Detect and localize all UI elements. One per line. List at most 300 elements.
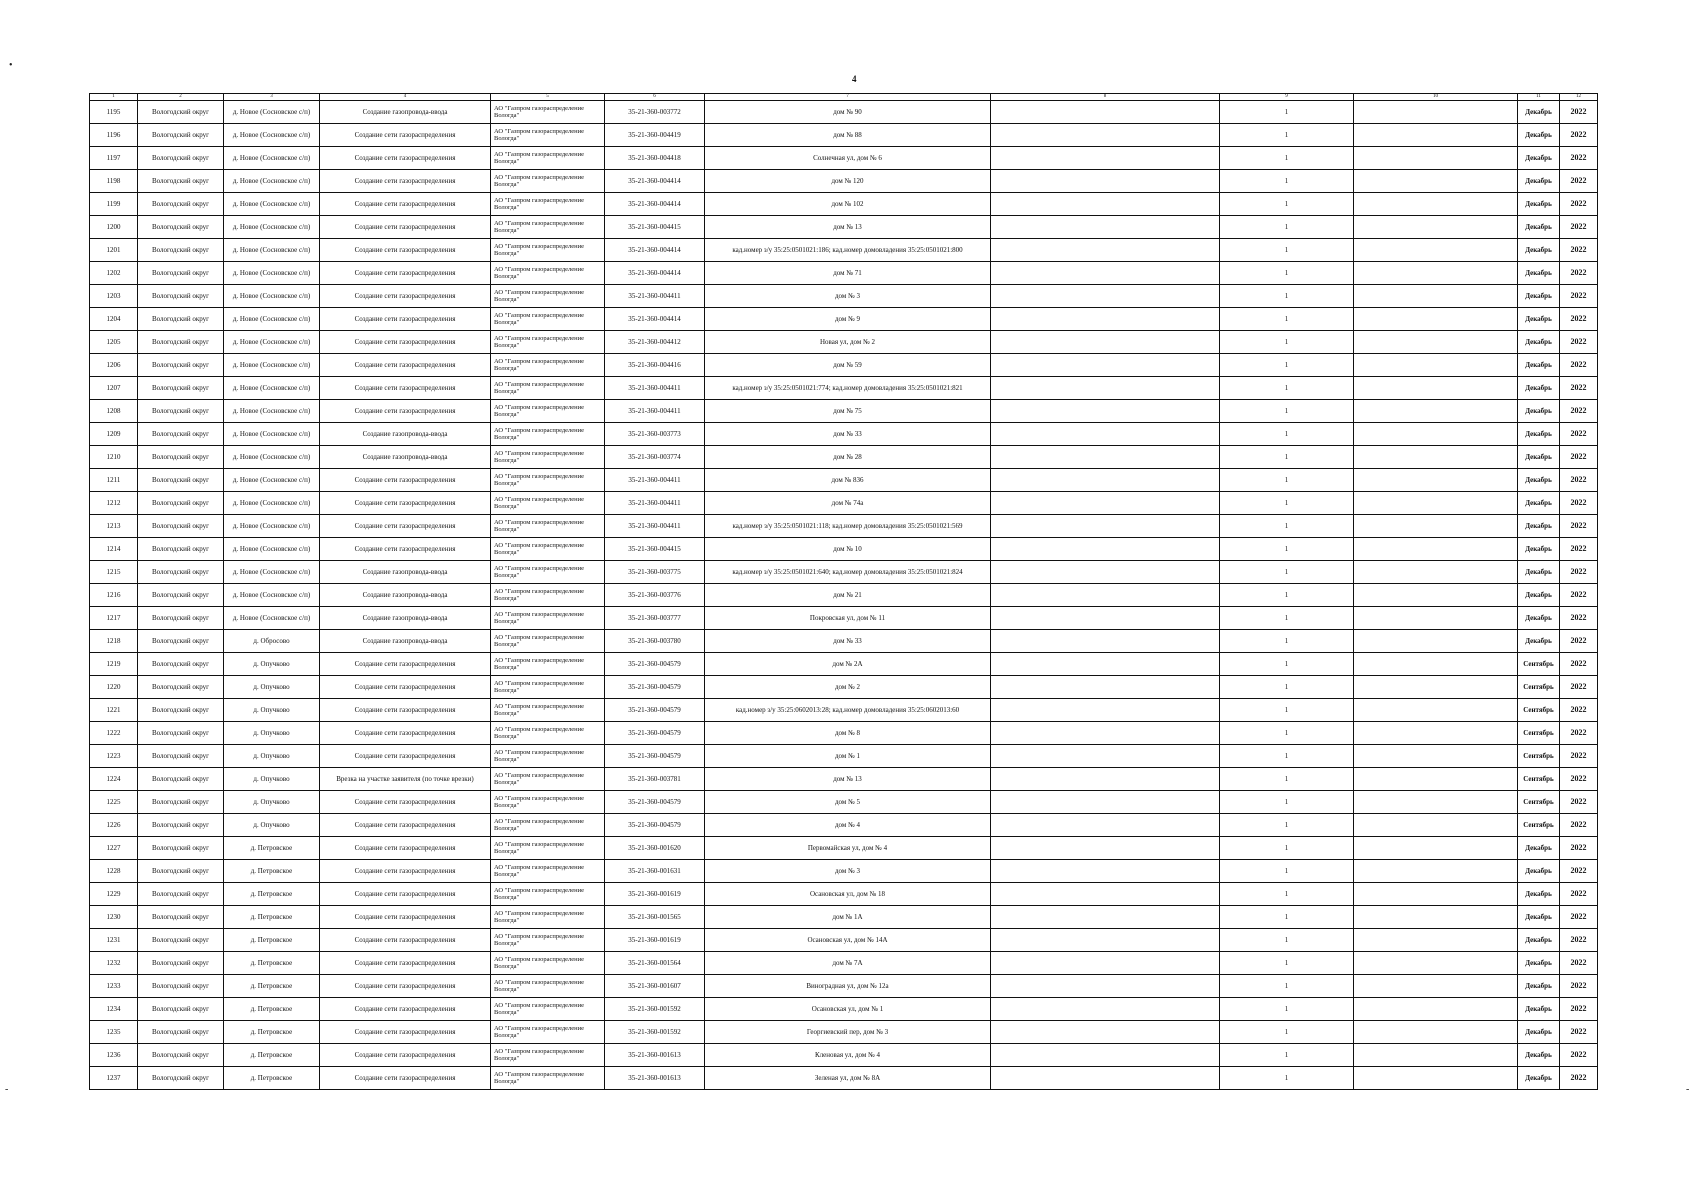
work-type-cell: Создание газопровода-ввода [320,607,491,630]
object-code-cell: 35-21-360-001613 [605,1067,705,1090]
address-cell: дом № 836 [705,469,991,492]
table-row [90,929,1598,952]
year-cell: 2022 [1560,1044,1598,1067]
year-cell: 2022 [1560,262,1598,285]
row-number-cell: 1201 [90,239,138,262]
year-cell: 2022 [1560,975,1598,998]
settlement-cell: д. Новое (Сосновское с/п) [224,377,320,400]
empty-cell [1354,791,1518,814]
year-cell: 2022 [1560,814,1598,837]
organization-cell: АО "Газпром газораспределение Вологда" [491,239,605,262]
district-cell: Вологодский округ [138,216,224,239]
count-cell: 1 [1220,952,1354,975]
address-cell: Осановская ул, дом № 1 [705,998,991,1021]
row-number-cell: 1227 [90,837,138,860]
table-row [90,101,1598,124]
row-number-cell: 1226 [90,814,138,837]
work-type-cell: Создание сети газораспределения [320,814,491,837]
count-cell: 1 [1220,653,1354,676]
year-cell: 2022 [1560,791,1598,814]
row-number-cell: 1216 [90,584,138,607]
work-type-cell: Создание сети газораспределения [320,400,491,423]
empty-cell [1354,216,1518,239]
work-type-cell: Создание сети газораспределения [320,676,491,699]
column-number-header: 10 [1354,94,1518,101]
object-code-cell: 35-21-360-003780 [605,630,705,653]
empty-cell [991,607,1220,630]
address-cell: дом № 7А [705,952,991,975]
organization-cell: АО "Газпром газораспределение Вологда" [491,952,605,975]
year-cell: 2022 [1560,239,1598,262]
organization-cell: АО "Газпром газораспределение Вологда" [491,975,605,998]
year-cell: 2022 [1560,400,1598,423]
table-row [90,1044,1598,1067]
settlement-cell: д. Новое (Сосновское с/п) [224,285,320,308]
row-number-cell: 1210 [90,446,138,469]
district-cell: Вологодский округ [138,607,224,630]
count-cell: 1 [1220,239,1354,262]
district-cell: Вологодский округ [138,929,224,952]
month-cell: Декабрь [1518,170,1560,193]
district-cell: Вологодский округ [138,676,224,699]
table-row [90,331,1598,354]
row-number-cell: 1236 [90,1044,138,1067]
object-code-cell: 35-21-360-004411 [605,377,705,400]
month-cell: Декабрь [1518,607,1560,630]
table-row [90,400,1598,423]
count-cell: 1 [1220,538,1354,561]
organization-cell: АО "Газпром газораспределение Вологда" [491,837,605,860]
work-type-cell: Создание сети газораспределения [320,791,491,814]
empty-cell [1354,952,1518,975]
settlement-cell: д. Опучково [224,791,320,814]
organization-cell: АО "Газпром газораспределение Вологда" [491,469,605,492]
empty-cell [1354,538,1518,561]
work-type-cell: Создание газопровода-ввода [320,584,491,607]
month-cell: Декабрь [1518,423,1560,446]
organization-cell: АО "Газпром газораспределение Вологда" [491,400,605,423]
settlement-cell: д. Петровское [224,952,320,975]
settlement-cell: д. Новое (Сосновское с/п) [224,400,320,423]
object-code-cell: 35-21-360-004411 [605,400,705,423]
month-cell: Декабрь [1518,1067,1560,1090]
object-code-cell: 35-21-360-004411 [605,285,705,308]
year-cell: 2022 [1560,446,1598,469]
organization-cell: АО "Газпром газораспределение Вологда" [491,216,605,239]
empty-cell [1354,676,1518,699]
district-cell: Вологодский округ [138,837,224,860]
district-cell: Вологодский округ [138,584,224,607]
row-number-cell: 1222 [90,722,138,745]
settlement-cell: д. Новое (Сосновское с/п) [224,331,320,354]
settlement-cell: д. Новое (Сосновское с/п) [224,607,320,630]
address-cell: Осановская ул, дом № 14А [705,929,991,952]
district-cell: Вологодский округ [138,308,224,331]
year-cell: 2022 [1560,699,1598,722]
district-cell: Вологодский округ [138,239,224,262]
table-row [90,768,1598,791]
district-cell: Вологодский округ [138,768,224,791]
district-cell: Вологодский округ [138,124,224,147]
empty-cell [991,883,1220,906]
district-cell: Вологодский округ [138,699,224,722]
year-cell: 2022 [1560,676,1598,699]
column-number-header: 1 [90,94,138,101]
empty-cell [991,1021,1220,1044]
year-cell: 2022 [1560,124,1598,147]
empty-cell [991,124,1220,147]
district-cell: Вологодский округ [138,377,224,400]
district-cell: Вологодский округ [138,883,224,906]
count-cell: 1 [1220,1021,1354,1044]
column-number-header: 5 [491,94,605,101]
address-cell: дом № 102 [705,193,991,216]
empty-cell [1354,975,1518,998]
work-type-cell: Создание сети газораспределения [320,285,491,308]
empty-cell [991,975,1220,998]
empty-cell [1354,124,1518,147]
year-cell: 2022 [1560,101,1598,124]
table-row [90,653,1598,676]
row-number-cell: 1219 [90,653,138,676]
address-cell: Первомайская ул, дом № 4 [705,837,991,860]
empty-cell [991,1044,1220,1067]
count-cell: 1 [1220,837,1354,860]
table-row [90,308,1598,331]
empty-cell [1354,1067,1518,1090]
object-code-cell: 35-21-360-003776 [605,584,705,607]
count-cell: 1 [1220,1044,1354,1067]
work-type-cell: Создание сети газораспределения [320,837,491,860]
work-type-cell: Создание сети газораспределения [320,469,491,492]
year-cell: 2022 [1560,1021,1598,1044]
month-cell: Декабрь [1518,193,1560,216]
work-type-cell: Создание газопровода-ввода [320,630,491,653]
empty-cell [991,331,1220,354]
district-cell: Вологодский округ [138,469,224,492]
settlement-cell: д. Петровское [224,837,320,860]
month-cell: Декабрь [1518,860,1560,883]
row-number-cell: 1232 [90,952,138,975]
address-cell: Зеленая ул, дом № 8А [705,1067,991,1090]
settlement-cell: д. Петровское [224,1021,320,1044]
address-cell: дом № 5 [705,791,991,814]
month-cell: Сентябрь [1518,791,1560,814]
object-code-cell: 35-21-360-004414 [605,262,705,285]
empty-cell [991,377,1220,400]
work-type-cell: Создание сети газораспределения [320,998,491,1021]
scan-mark-dot: - [5,1084,9,1095]
organization-cell: АО "Газпром газораспределение Вологда" [491,860,605,883]
table-row [90,883,1598,906]
empty-cell [1354,561,1518,584]
settlement-cell: д. Новое (Сосновское с/п) [224,584,320,607]
table-row [90,975,1598,998]
organization-cell: АО "Газпром газораспределение Вологда" [491,515,605,538]
row-number-cell: 1203 [90,285,138,308]
settlement-cell: д. Петровское [224,883,320,906]
organization-cell: АО "Газпром газораспределение Вологда" [491,745,605,768]
column-number-header: 6 [605,94,705,101]
settlement-cell: д. Новое (Сосновское с/п) [224,469,320,492]
empty-cell [1354,837,1518,860]
empty-cell [991,423,1220,446]
work-type-cell: Создание сети газораспределения [320,124,491,147]
organization-cell: АО "Газпром газораспределение Вологда" [491,929,605,952]
settlement-cell: д. Петровское [224,975,320,998]
settlement-cell: д. Новое (Сосновское с/п) [224,216,320,239]
month-cell: Декабрь [1518,331,1560,354]
empty-cell [991,745,1220,768]
district-cell: Вологодский округ [138,147,224,170]
empty-cell [1354,768,1518,791]
row-number-cell: 1205 [90,331,138,354]
count-cell: 1 [1220,193,1354,216]
empty-cell [1354,400,1518,423]
organization-cell: АО "Газпром газораспределение Вологда" [491,377,605,400]
row-number-cell: 1225 [90,791,138,814]
empty-cell [1354,607,1518,630]
empty-cell [1354,630,1518,653]
district-cell: Вологодский округ [138,262,224,285]
empty-cell [991,929,1220,952]
district-cell: Вологодский округ [138,423,224,446]
object-code-cell: 35-21-360-004414 [605,170,705,193]
count-cell: 1 [1220,676,1354,699]
settlement-cell: д. Новое (Сосновское с/п) [224,170,320,193]
row-number-cell: 1229 [90,883,138,906]
year-cell: 2022 [1560,630,1598,653]
address-cell: кад.номер з/у 35:25:0501021:118; кад.номер домовладения 35:25:0501021:569 [705,515,991,538]
row-number-cell: 1220 [90,676,138,699]
work-type-cell: Врезка на участке заявителя (по точке врезки) [320,768,491,791]
row-number-cell: 1196 [90,124,138,147]
empty-cell [991,285,1220,308]
organization-cell: АО "Газпром газораспределение Вологда" [491,1067,605,1090]
month-cell: Декабрь [1518,998,1560,1021]
object-code-cell: 35-21-360-004414 [605,193,705,216]
year-cell: 2022 [1560,538,1598,561]
empty-cell [1354,1044,1518,1067]
organization-cell: АО "Газпром газораспределение Вологда" [491,423,605,446]
settlement-cell: д. Опучково [224,722,320,745]
settlement-cell: д. Новое (Сосновское с/п) [224,101,320,124]
object-code-cell: 35-21-360-001592 [605,998,705,1021]
empty-cell [991,791,1220,814]
month-cell: Декабрь [1518,354,1560,377]
count-cell: 1 [1220,469,1354,492]
settlement-cell: д. Новое (Сосновское с/п) [224,262,320,285]
work-type-cell: Создание сети газораспределения [320,653,491,676]
month-cell: Декабрь [1518,285,1560,308]
district-cell: Вологодский округ [138,653,224,676]
organization-cell: АО "Газпром газораспределение Вологда" [491,308,605,331]
organization-cell: АО "Газпром газораспределение Вологда" [491,699,605,722]
empty-cell [991,906,1220,929]
count-cell: 1 [1220,745,1354,768]
row-number-cell: 1221 [90,699,138,722]
count-cell: 1 [1220,101,1354,124]
object-code-cell: 35-21-360-001607 [605,975,705,998]
count-cell: 1 [1220,492,1354,515]
year-cell: 2022 [1560,354,1598,377]
organization-cell: АО "Газпром газораспределение Вологда" [491,561,605,584]
work-type-cell: Создание сети газораспределения [320,308,491,331]
object-code-cell: 35-21-360-003772 [605,101,705,124]
empty-cell [991,469,1220,492]
object-code-cell: 35-21-360-004579 [605,676,705,699]
count-cell: 1 [1220,929,1354,952]
row-number-cell: 1195 [90,101,138,124]
row-number-cell: 1217 [90,607,138,630]
month-cell: Декабрь [1518,584,1560,607]
table-row [90,607,1598,630]
count-cell: 1 [1220,446,1354,469]
table-row [90,837,1598,860]
empty-cell [991,952,1220,975]
empty-cell [1354,469,1518,492]
object-code-cell: 35-21-360-003774 [605,446,705,469]
empty-cell [991,699,1220,722]
count-cell: 1 [1220,768,1354,791]
count-cell: 1 [1220,630,1354,653]
object-code-cell: 35-21-360-001565 [605,906,705,929]
work-type-cell: Создание сети газораспределения [320,952,491,975]
organization-cell: АО "Газпром газораспределение Вологда" [491,262,605,285]
work-type-cell: Создание сети газораспределения [320,377,491,400]
empty-cell [991,814,1220,837]
month-cell: Декабрь [1518,561,1560,584]
year-cell: 2022 [1560,998,1598,1021]
address-cell: кад.номер з/у 35:25:0501021:186; кад.номер домовладения 35:25:0501021:800 [705,239,991,262]
count-cell: 1 [1220,262,1354,285]
table-row [90,1067,1598,1090]
empty-cell [1354,814,1518,837]
empty-cell [1354,722,1518,745]
work-type-cell: Создание сети газораспределения [320,354,491,377]
object-code-cell: 35-21-360-001619 [605,883,705,906]
row-number-cell: 1202 [90,262,138,285]
count-cell: 1 [1220,814,1354,837]
empty-cell [1354,515,1518,538]
organization-cell: АО "Газпром газораспределение Вологда" [491,1044,605,1067]
settlement-cell: д. Новое (Сосновское с/п) [224,239,320,262]
month-cell: Декабрь [1518,929,1560,952]
empty-cell [1354,446,1518,469]
organization-cell: АО "Газпром газораспределение Вологда" [491,791,605,814]
address-cell: дом № 13 [705,768,991,791]
month-cell: Декабрь [1518,1044,1560,1067]
address-cell: дом № 8 [705,722,991,745]
count-cell: 1 [1220,906,1354,929]
month-cell: Декабрь [1518,147,1560,170]
month-cell: Сентябрь [1518,676,1560,699]
object-code-cell: 35-21-360-004416 [605,354,705,377]
month-cell: Декабрь [1518,630,1560,653]
table-row [90,584,1598,607]
settlement-cell: д. Опучково [224,768,320,791]
work-type-cell: Создание газопровода-ввода [320,423,491,446]
table-row [90,239,1598,262]
settlement-cell: д. Опучково [224,699,320,722]
district-cell: Вологодский округ [138,492,224,515]
address-cell: дом № 33 [705,630,991,653]
object-code-cell: 35-21-360-004414 [605,239,705,262]
settlement-cell: д. Новое (Сосновское с/п) [224,492,320,515]
object-code-cell: 35-21-360-004414 [605,308,705,331]
object-code-cell: 35-21-360-004579 [605,722,705,745]
organization-cell: АО "Газпром газораспределение Вологда" [491,1021,605,1044]
table-row [90,791,1598,814]
empty-cell [1354,883,1518,906]
count-cell: 1 [1220,170,1354,193]
object-code-cell: 35-21-360-004579 [605,791,705,814]
month-cell: Декабрь [1518,1021,1560,1044]
row-number-cell: 1211 [90,469,138,492]
year-cell: 2022 [1560,561,1598,584]
district-cell: Вологодский округ [138,745,224,768]
year-cell: 2022 [1560,515,1598,538]
address-cell: Солнечная ул, дом № 6 [705,147,991,170]
address-cell: дом № 2 [705,676,991,699]
month-cell: Декабрь [1518,262,1560,285]
address-cell: дом № 3 [705,860,991,883]
month-cell: Декабрь [1518,446,1560,469]
district-cell: Вологодский округ [138,285,224,308]
organization-cell: АО "Газпром газораспределение Вологда" [491,492,605,515]
district-cell: Вологодский округ [138,538,224,561]
settlement-cell: д. Новое (Сосновское с/п) [224,193,320,216]
table-row [90,285,1598,308]
empty-cell [991,147,1220,170]
district-cell: Вологодский округ [138,722,224,745]
settlement-cell: д. Новое (Сосновское с/п) [224,423,320,446]
column-number-header-row [90,94,1598,101]
object-code-cell: 35-21-360-001592 [605,1021,705,1044]
count-cell: 1 [1220,285,1354,308]
district-cell: Вологодский округ [138,791,224,814]
month-cell: Декабрь [1518,469,1560,492]
work-type-cell: Создание сети газораспределения [320,170,491,193]
empty-cell [1354,147,1518,170]
empty-cell [1354,1021,1518,1044]
object-code-cell: 35-21-360-001613 [605,1044,705,1067]
row-number-cell: 1207 [90,377,138,400]
empty-cell [1354,492,1518,515]
table-row [90,423,1598,446]
column-number-header: 4 [320,94,491,101]
count-cell: 1 [1220,1067,1354,1090]
district-cell: Вологодский округ [138,952,224,975]
object-code-cell: 35-21-360-003773 [605,423,705,446]
empty-cell [991,239,1220,262]
month-cell: Сентябрь [1518,722,1560,745]
table-row [90,538,1598,561]
count-cell: 1 [1220,561,1354,584]
district-cell: Вологодский округ [138,630,224,653]
row-number-cell: 1208 [90,400,138,423]
address-cell: Кленовая ул, дом № 4 [705,1044,991,1067]
row-number-cell: 1198 [90,170,138,193]
empty-cell [991,308,1220,331]
district-cell: Вологодский округ [138,906,224,929]
settlement-cell: д. Опучково [224,814,320,837]
organization-cell: АО "Газпром газораспределение Вологда" [491,446,605,469]
table-row [90,561,1598,584]
object-code-cell: 35-21-360-004415 [605,216,705,239]
address-cell: кад.номер з/у 35:25:0602013:28; кад.номер домовладения 35:25:0602013:60 [705,699,991,722]
table-row [90,814,1598,837]
